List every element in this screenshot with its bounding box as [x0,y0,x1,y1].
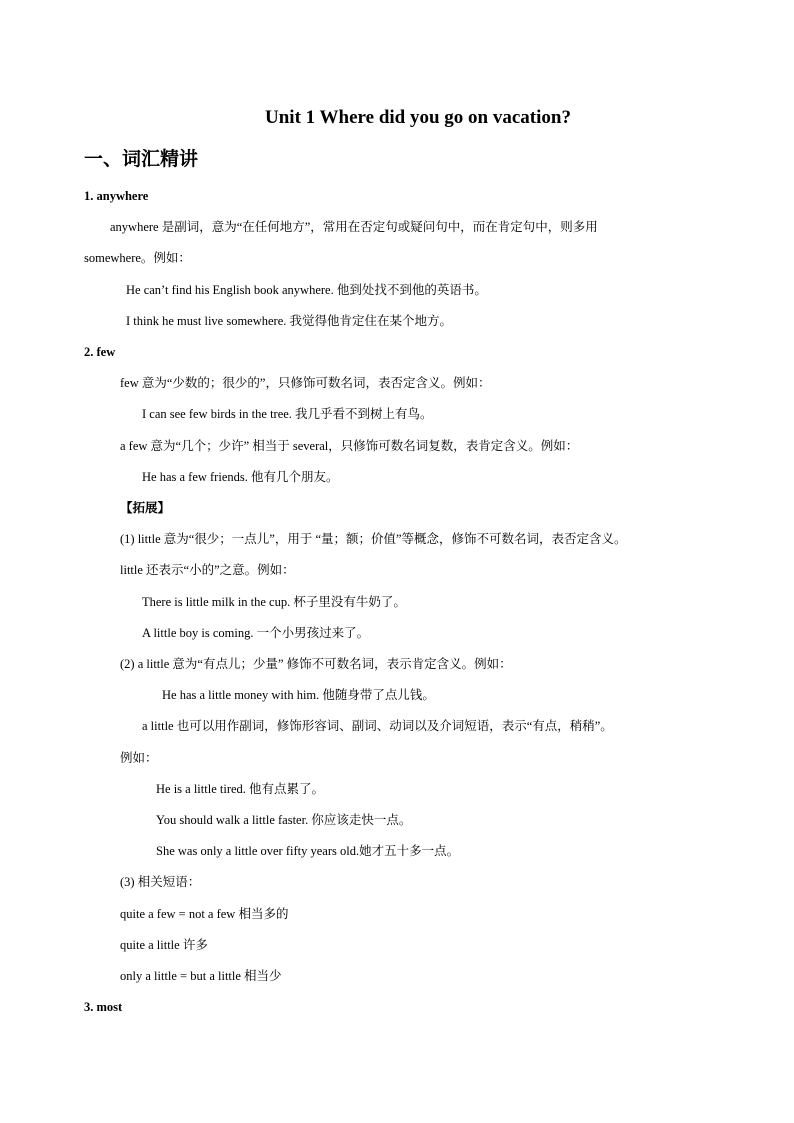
paragraph-line: somewhere。例如： [84,251,191,265]
paragraph-line: 例如： [120,751,158,765]
paragraph-line: a little 也可以用作副词，修饰形容词、副词、动词以及介词短语，表示“有点，稍稍”。 [142,719,613,733]
paragraph-line: a few 意为“几个；少许” 相当于 several，只修饰可数名词复数，表肯定含义。例如： [120,439,579,453]
section-heading: 一、词汇精讲 [84,149,199,170]
phrase-line: quite a few = not a few 相当多的 [120,907,289,921]
paragraph-line: anywhere 是副词，意为“在任何地方”，常用在否定句或疑问句中，而在肯定句中，则多用 [110,220,598,234]
item-heading-few: 2. few [84,345,116,359]
paragraph-line: (1) little 意为“很少；一点儿”，用于 “量；额；价值”等概念，修饰不可数名词，表否定含义。 [120,532,627,546]
paragraph-line: little 还表示“小的”之意。例如： [120,563,295,577]
example-sentence: He has a little money with him. 他随身带了点儿钱。 [162,688,435,702]
example-sentence: He has a few friends. 他有几个朋友。 [142,470,339,484]
paragraph-line: few 意为“少数的；很少的”，只修饰可数名词，表否定含义。例如： [120,376,491,390]
phrase-line: quite a little 许多 [120,938,208,952]
expand-label: 【拓展】 [120,501,171,515]
item-heading-most: 3. most [84,1000,123,1014]
example-sentence: I think he must live somewhere. 我觉得他肯定住在某个地方。 [126,314,453,328]
item-heading-anywhere: 1. anywhere [84,189,149,203]
example-sentence: He is a little tired. 他有点累了。 [156,782,325,796]
example-sentence: She was only a little over fifty years old.她才五十多一点。 [156,844,460,858]
example-sentence: I can see few birds in the tree. 我几乎看不到树上有鸟。 [142,407,433,421]
example-sentence: A little boy is coming. 一个小男孩过来了。 [142,626,370,640]
paragraph-line: (2) a little 意为“有点儿；少量” 修饰不可数名词，表示肯定含义。例如： [120,657,512,671]
page-title: Unit 1 Where did you go on vacation? [265,107,571,128]
example-sentence: You should walk a little faster. 你应该走快一点。 [156,813,412,827]
phrase-line: only a little = but a little 相当少 [120,969,282,983]
paragraph-line: (3) 相关短语： [120,875,201,889]
example-sentence: There is little milk in the cup. 杯子里没有牛奶了。 [142,595,406,609]
example-sentence: He can’t find his English book anywhere. 他到处找不到他的英语书。 [126,283,487,297]
